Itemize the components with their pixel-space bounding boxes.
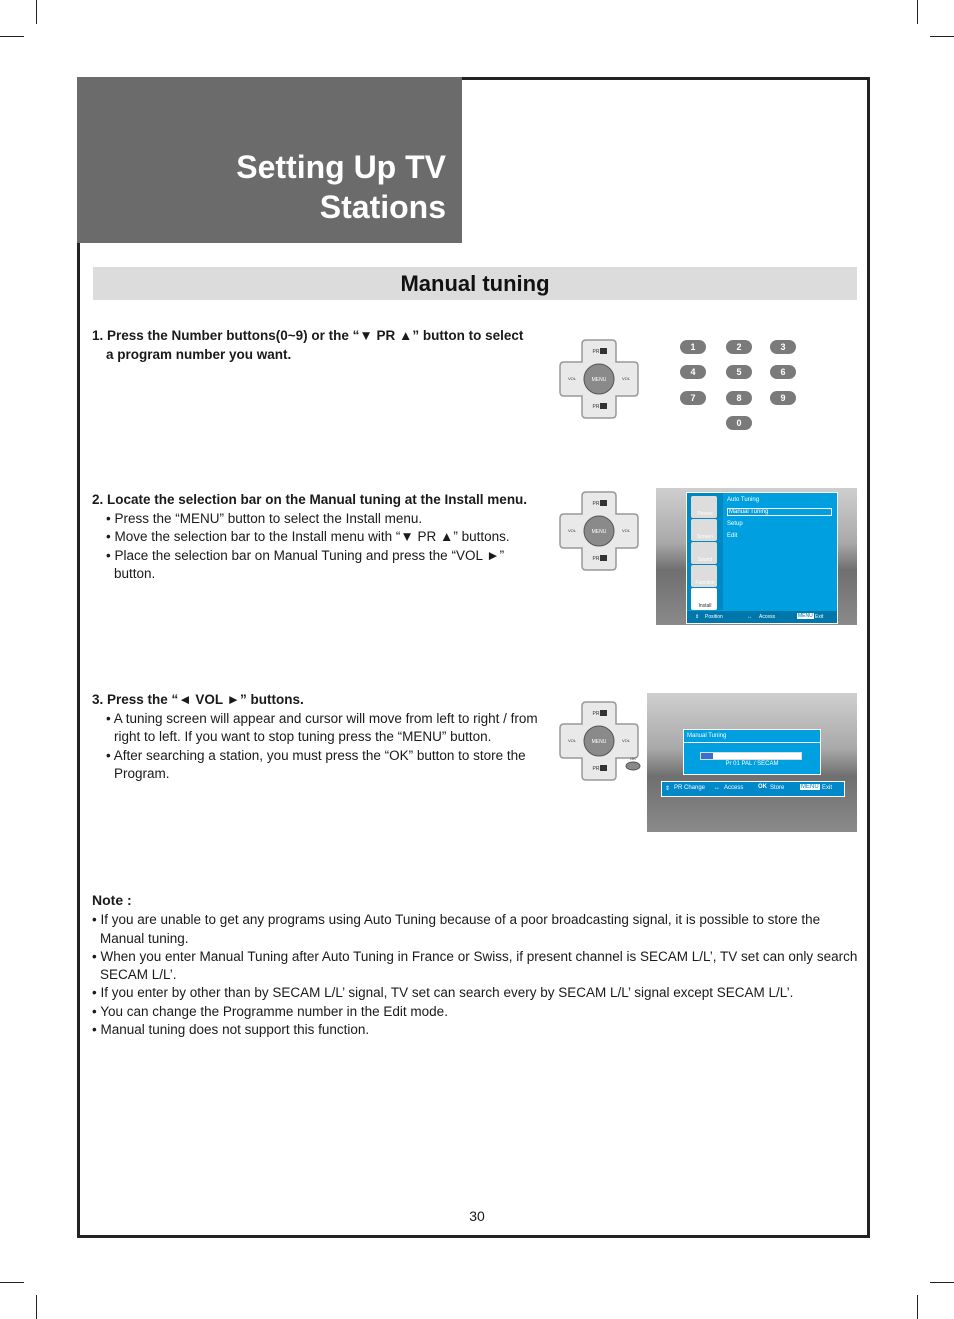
note-bullet: • If you enter by other than by SECAM L/L’ signal, TV set can search every by SECAM L/L’ signal except SECAM L/L’. xyxy=(92,985,794,1001)
crop-mark xyxy=(0,1282,24,1283)
svg-text:PR: PR xyxy=(592,556,600,562)
sidebar-label: Sound xyxy=(697,557,713,563)
updown-icon: ⇕ xyxy=(695,614,700,620)
tuning-channel: Pr 01 PAL / SECAM xyxy=(725,761,779,767)
menu-item: Edit xyxy=(727,533,738,539)
install-menu-panel xyxy=(686,492,838,624)
page-frame xyxy=(77,77,870,1238)
manual-tuning-screenshot xyxy=(647,693,857,832)
page-title xyxy=(236,147,446,227)
svg-text:MENU: MENU xyxy=(591,529,607,535)
page-title-line1: Setting Up TV xyxy=(236,149,446,185)
svg-text:PR: PR xyxy=(592,501,600,507)
svg-text:VOL: VOL xyxy=(567,376,577,381)
sidebar-label: Screen xyxy=(697,534,713,540)
step-2-bullet: • Place the selection bar on Manual Tuning and press the “VOL ►” button. xyxy=(106,547,505,581)
step-1-heading: 1. Press the Number buttons(0~9) or the “▼ PR ▲” button to select xyxy=(92,328,524,343)
number-key: 1 xyxy=(680,340,706,354)
leftright-icon: ↔ xyxy=(714,785,720,791)
crop-mark xyxy=(917,1295,918,1319)
menu-key-label: MENU xyxy=(591,377,607,383)
crop-mark xyxy=(36,1295,37,1319)
svg-text:VOL: VOL xyxy=(621,738,631,743)
remote-pad-1 xyxy=(558,338,640,420)
number-key: 5 xyxy=(726,365,752,379)
sidebar-label: Install xyxy=(698,603,712,609)
svg-text:MENU: MENU xyxy=(591,739,607,745)
number-key: 4 xyxy=(680,365,706,379)
crop-mark xyxy=(36,0,37,24)
page-title-line2: Stations xyxy=(319,189,446,225)
note-heading: Note : xyxy=(92,892,132,908)
svg-text:PR: PR xyxy=(592,766,600,772)
number-key: 3 xyxy=(770,340,796,354)
step-2-bullet: • Press the “MENU” button to select the Install menu. xyxy=(106,510,423,526)
number-key: 9 xyxy=(770,391,796,405)
install-menu-screenshot xyxy=(656,488,857,625)
step-1-heading-cont: a program number you want. xyxy=(106,346,292,362)
tuning-title: Manual Tuning xyxy=(687,733,727,739)
svg-text:VOL: VOL xyxy=(567,528,577,533)
number-key: 7 xyxy=(680,391,706,405)
sidebar-label: Picture xyxy=(697,511,713,517)
number-key: 8 xyxy=(726,391,752,405)
tuning-progress-fill xyxy=(701,753,713,759)
step-2-bullet: • Move the selection bar to the Install menu with “▼ PR ▲” buttons. xyxy=(106,529,510,544)
ok-key-label: OK xyxy=(630,756,636,761)
note-bullet: • If you are unable to get any programs using Auto Tuning because of a poor broadcasting signal, it is possible to store the Manual tuning. xyxy=(92,912,821,946)
svg-text:PR: PR xyxy=(592,349,600,355)
note-bullet: • Manual tuning does not support this function. xyxy=(92,1022,370,1038)
number-key: 6 xyxy=(770,365,796,379)
svg-text:PR: PR xyxy=(592,404,600,410)
menu-footer: ⇕ Position ↔ Access MENU Exit xyxy=(687,611,837,623)
remote-pad-3 xyxy=(558,700,642,782)
number-key: 0 xyxy=(726,416,752,430)
leftright-icon: ↔ xyxy=(747,614,752,620)
tuning-progress-bar xyxy=(700,752,802,760)
page-number: 30 xyxy=(469,1208,485,1224)
step-2 xyxy=(92,491,538,584)
svg-text:VOL: VOL xyxy=(567,738,577,743)
step-3-bullet: • A tuning screen will appear and cursor will move from left to right / from right to left. If you want to stop tuning press the “MENU” button. xyxy=(106,710,538,744)
menu-item: Setup xyxy=(727,521,743,527)
crop-mark xyxy=(917,0,918,24)
crop-mark xyxy=(930,1282,954,1283)
svg-text:PR: PR xyxy=(592,711,600,717)
sidebar-label: Function xyxy=(695,580,715,586)
menu-item: Auto Tuning xyxy=(727,497,760,503)
step-2-heading: 2. Locate the selection bar on the Manual tuning at the Install menu. xyxy=(92,492,528,507)
crop-mark xyxy=(0,36,24,37)
updown-icon: ⇕ xyxy=(665,786,671,792)
step-1 xyxy=(92,327,542,364)
svg-text:VOL: VOL xyxy=(621,376,631,381)
step-3-heading: 3. Press the “◄ VOL ►” buttons. xyxy=(92,692,304,707)
menu-sidebar xyxy=(687,493,723,610)
number-keypad xyxy=(680,340,810,435)
crop-mark xyxy=(930,36,954,37)
step-3 xyxy=(92,691,538,784)
note-section xyxy=(92,891,862,1039)
svg-text:VOL: VOL xyxy=(621,528,631,533)
note-bullet: • You can change the Programme number in the Edit mode. xyxy=(92,1003,448,1019)
section-title: Manual tuning xyxy=(93,267,857,300)
tuning-footer: ⇕ PR Change ↔ Access OK Store MENU Exit xyxy=(661,781,845,797)
number-key: 2 xyxy=(726,340,752,354)
tuning-panel xyxy=(683,729,821,775)
remote-pad-2 xyxy=(558,490,640,572)
menu-item-selected: Manual Tuning xyxy=(727,508,832,516)
title-banner xyxy=(77,77,462,243)
step-3-bullet: • After searching a station, you must press the “OK” button to store the Program. xyxy=(106,747,526,781)
note-bullet: • When you enter Manual Tuning after Auto Tuning in France or Swiss, if present channel is SECAM L/L’, TV set can only search SECAM L/L’. xyxy=(92,948,858,983)
